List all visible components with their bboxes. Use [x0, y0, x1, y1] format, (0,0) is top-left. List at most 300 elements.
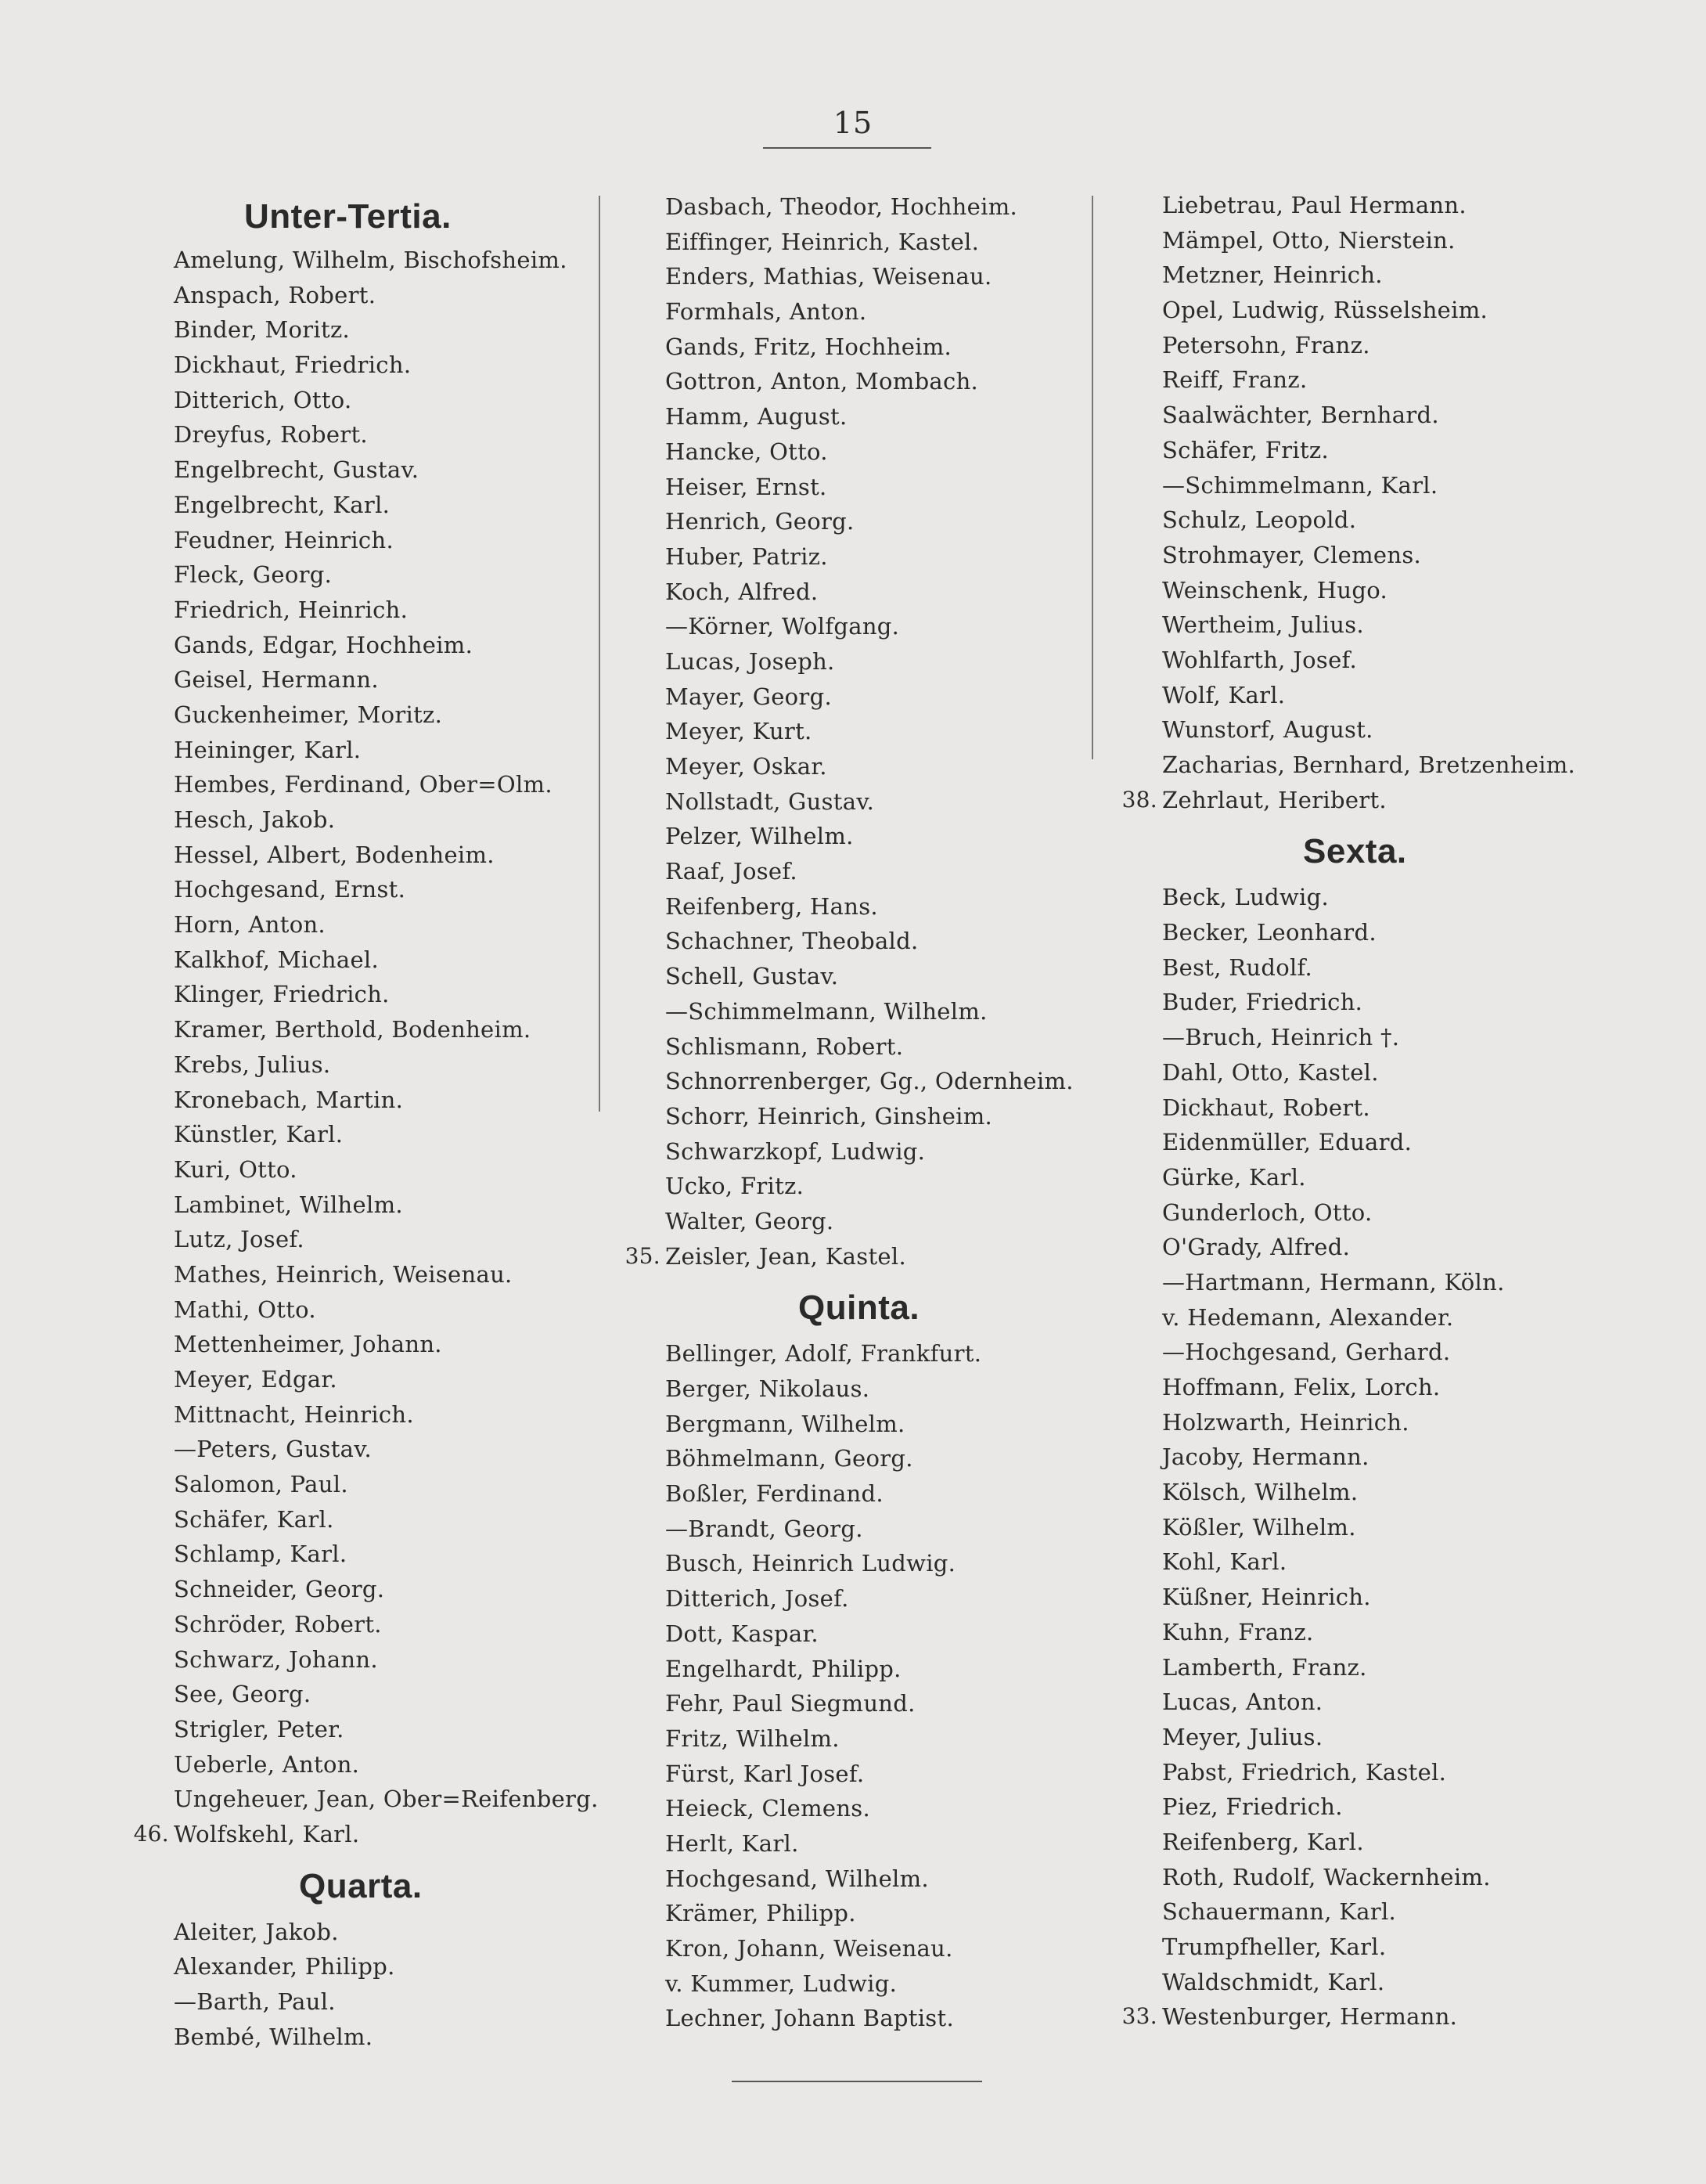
column-2	[624, 189, 1088, 2036]
student-name: Meyer, Edgar.	[174, 1366, 337, 1393]
student-name: Fürst, Karl Josef.	[665, 1760, 865, 1787]
student-name: Klinger, Friedrich.	[174, 981, 390, 1008]
bottom-divider	[732, 2081, 982, 2082]
list-item	[174, 662, 596, 697]
student-name: Hesch, Jakob.	[174, 806, 336, 833]
student-name: Eiffinger, Heinrich, Kastel.	[665, 228, 980, 255]
student-name: Petersohn, Franz.	[1162, 331, 1370, 359]
list-item	[665, 1686, 1088, 1721]
list-item	[174, 417, 596, 452]
section-heading-quinta: Quinta.	[798, 1288, 920, 1328]
student-name: Lucas, Anton.	[1162, 1688, 1323, 1716]
list-item	[665, 1721, 1088, 1757]
list-item	[174, 628, 596, 663]
section-heading-unter-tertia: Unter-Tertia.	[244, 197, 452, 236]
student-name: Schachner, Theobald.	[665, 928, 919, 955]
list-item	[174, 1984, 596, 2020]
list-item	[1121, 783, 1600, 818]
list-item	[665, 1064, 1088, 1099]
list-item	[1162, 1090, 1600, 1126]
student-name: Metzner, Heinrich.	[1162, 261, 1383, 289]
student-name: Bellinger, Adolf, Frankfurt.	[665, 1340, 982, 1368]
list-item	[174, 523, 596, 558]
list-item	[665, 294, 1088, 330]
list-item	[665, 1546, 1088, 1581]
list-item	[665, 504, 1088, 539]
student-name: —Hochgesand, Gerhard.	[1162, 1339, 1451, 1366]
list-item	[665, 2001, 1088, 2036]
student-name: Schäfer, Fritz.	[1162, 436, 1329, 463]
student-name: Kronebach, Martin.	[174, 1086, 404, 1113]
list-item	[174, 1012, 596, 1047]
student-name: Roth, Rudolf, Wackernheim.	[1162, 1863, 1491, 1890]
section-heading-quarta: Quarta.	[299, 1866, 423, 1905]
student-name: Horn, Anton.	[174, 911, 326, 939]
column-3	[1121, 188, 1600, 2034]
name-list-unter-tertia	[133, 243, 599, 1852]
list-item	[174, 1607, 596, 1642]
student-name: Schulz, Leopold.	[1162, 506, 1357, 534]
list-item	[174, 1047, 596, 1083]
list-item	[665, 1581, 1088, 1616]
student-name: Engelbrecht, Karl.	[174, 491, 391, 518]
list-item	[174, 1432, 596, 1467]
name-list-quinta-continued	[1121, 188, 1600, 817]
student-name: Reiff, Franz.	[1162, 366, 1308, 394]
student-name: Henrich, Georg.	[665, 508, 855, 535]
student-name: Schlamp, Karl.	[174, 1541, 347, 1568]
student-name: Boßler, Ferdinand.	[665, 1480, 884, 1508]
student-name: Berger, Nikolaus.	[665, 1375, 870, 1402]
list-item	[174, 838, 596, 873]
student-name: Hancke, Otto.	[665, 438, 828, 465]
name-list-sexta	[1121, 880, 1600, 2034]
list-item	[1162, 1789, 1600, 1825]
student-name: Wertheim, Julius.	[1162, 611, 1364, 639]
list-item	[174, 383, 596, 418]
list-item	[174, 452, 596, 488]
student-name: Strigler, Peter.	[174, 1715, 344, 1743]
list-item	[174, 243, 596, 278]
list-item	[174, 1747, 596, 1782]
list-item	[1162, 1405, 1600, 1440]
list-item	[1162, 1894, 1600, 1930]
list-item	[1162, 643, 1600, 678]
list-item	[665, 1371, 1088, 1407]
student-name: Opel, Ludwig, Rüsselsheim.	[1162, 297, 1488, 324]
student-name: —Bruch, Heinrich †.	[1162, 1024, 1400, 1051]
list-item	[174, 593, 596, 628]
name-list-quarta-continued	[624, 189, 1088, 1274]
list-item	[174, 907, 596, 942]
student-name: Bergmann, Wilhelm.	[665, 1410, 905, 1437]
student-name: Schorr, Heinrich, Ginsheim.	[665, 1102, 993, 1130]
student-name: v. Kummer, Ludwig.	[665, 1970, 898, 1997]
student-name: Reifenberg, Karl.	[1162, 1828, 1364, 1855]
student-name: Mayer, Georg.	[665, 683, 832, 710]
student-name: Mettenheimer, Johann.	[174, 1331, 442, 1358]
student-name: Reifenberg, Hans.	[665, 892, 878, 920]
list-item	[133, 1817, 596, 1852]
student-name: Becker, Leonhard.	[1162, 919, 1377, 946]
list-item	[1162, 1230, 1600, 1265]
student-name: Dickhaut, Friedrich.	[174, 351, 412, 379]
student-name: Alexander, Philipp.	[174, 1953, 395, 1980]
student-name: Weinschenk, Hugo.	[1162, 576, 1388, 604]
list-item	[665, 1616, 1088, 1652]
student-name: Hamm, August.	[665, 403, 848, 431]
list-item	[665, 189, 1088, 225]
name-list-quinta	[665, 1336, 1088, 2036]
student-name: Fleck, Georg.	[174, 561, 333, 589]
student-name: Enders, Mathias, Weisenau.	[665, 263, 992, 290]
list-item	[174, 802, 596, 838]
student-name: See, Georg.	[174, 1681, 311, 1708]
student-name: Holzwarth, Heinrich.	[1162, 1408, 1409, 1436]
list-item	[174, 1397, 596, 1433]
student-name: Mämpel, Otto, Nierstein.	[1162, 226, 1456, 254]
student-name: Ueberle, Anton.	[174, 1750, 360, 1778]
list-item	[1162, 258, 1600, 293]
list-item	[665, 714, 1088, 749]
student-name: Kalkhof, Michael.	[174, 946, 380, 973]
list-item	[665, 470, 1088, 505]
student-name: Schwarz, Johann.	[174, 1645, 378, 1673]
student-name: Meyer, Oskar.	[665, 753, 827, 780]
list-item	[1162, 985, 1600, 1020]
list-item	[665, 539, 1088, 575]
student-name: Schauermann, Karl.	[1162, 1898, 1397, 1926]
list-item	[1162, 468, 1600, 503]
list-item	[174, 1502, 596, 1537]
list-item	[665, 924, 1088, 959]
list-item	[174, 1915, 596, 1950]
student-name: Schnorrenberger, Gg., Odernheim.	[665, 1068, 1074, 1095]
student-name: Guckenheimer, Moritz.	[174, 701, 443, 728]
student-name: Dreyfus, Robert.	[174, 421, 368, 449]
student-name: Piez, Friedrich.	[1162, 1793, 1343, 1821]
list-item	[1162, 538, 1600, 573]
student-name: Bembé, Wilhelm.	[174, 2023, 373, 2050]
list-item	[174, 1782, 599, 1817]
list-item	[624, 1239, 1088, 1274]
list-item	[1162, 1825, 1600, 1860]
list-item	[665, 1512, 1088, 1547]
student-name: Kohl, Karl.	[1162, 1548, 1287, 1576]
student-name: Ungeheuer, Jean, Ober=Reifenberg.	[174, 1786, 599, 1813]
list-item	[665, 1931, 1088, 1966]
list-item	[1162, 1265, 1600, 1300]
class-count: 38.	[1121, 786, 1157, 813]
student-name: Fehr, Paul Siegmund.	[665, 1690, 916, 1717]
list-item	[1162, 1544, 1600, 1580]
student-name: Busch, Heinrich Ludwig.	[665, 1550, 956, 1577]
list-item	[174, 348, 596, 383]
list-item	[1162, 1755, 1600, 1790]
student-name: Mittnacht, Heinrich.	[174, 1400, 414, 1428]
list-item	[1162, 433, 1600, 468]
student-name: Trumpfheller, Karl.	[1162, 1934, 1387, 1960]
name-list-quarta	[174, 1915, 596, 2055]
student-name: Ucko, Fritz.	[665, 1173, 804, 1200]
list-item	[1162, 1685, 1600, 1720]
student-name: Hoffmann, Felix, Lorch.	[1162, 1374, 1441, 1400]
student-name: —Schimmelmann, Wilhelm.	[665, 997, 988, 1025]
top-divider	[763, 147, 931, 149]
student-name: Ditterich, Josef.	[665, 1585, 849, 1613]
student-name: Strohmayer, Clemens.	[1162, 541, 1422, 568]
list-item	[1162, 880, 1600, 915]
student-name: v. Hedemann, Alexander.	[1162, 1303, 1454, 1331]
list-item	[174, 1362, 596, 1397]
student-name: Dasbach, Theodor, Hochheim.	[665, 193, 1018, 220]
list-item	[1162, 503, 1600, 538]
list-item	[1162, 1650, 1600, 1685]
list-item	[665, 749, 1088, 784]
list-item	[665, 609, 1088, 644]
student-name: Gands, Fritz, Hochheim.	[665, 333, 952, 360]
list-item	[1162, 328, 1600, 363]
student-name: Lechner, Johann Baptist.	[665, 2005, 954, 2032]
student-name: Koch, Alfred.	[665, 578, 819, 605]
list-item	[1162, 1580, 1600, 1615]
list-item	[665, 399, 1088, 434]
student-name: Kößler, Wilhelm.	[1162, 1513, 1356, 1541]
student-name: Zacharias, Bernhard, Bretzenheim.	[1162, 751, 1576, 778]
list-item	[174, 1642, 596, 1678]
student-name: Schwarzkopf, Ludwig.	[665, 1137, 926, 1165]
student-name: Kuhn, Franz.	[1162, 1618, 1314, 1645]
list-item	[1162, 1370, 1600, 1405]
list-item	[1162, 915, 1600, 950]
list-item	[1162, 1300, 1600, 1335]
student-name: Pelzer, Wilhelm.	[665, 823, 854, 850]
list-item	[174, 1222, 596, 1257]
student-name: Meyer, Kurt.	[665, 718, 812, 745]
list-item	[174, 1712, 596, 1747]
student-name: Jacoby, Hermann.	[1162, 1443, 1369, 1471]
student-name: Kramer, Berthold, Bodenheim.	[174, 1016, 531, 1043]
list-item	[665, 1099, 1088, 1134]
list-item	[174, 767, 596, 802]
list-item	[174, 488, 596, 523]
student-name: Lamberth, Franz.	[1162, 1653, 1367, 1681]
student-name: Mathi, Otto.	[174, 1296, 316, 1323]
student-name: Dott, Kaspar.	[665, 1620, 819, 1647]
student-name: —Körner, Wolfgang.	[665, 613, 900, 640]
student-name: Formhals, Anton.	[665, 298, 867, 326]
list-item	[174, 1152, 596, 1188]
list-item	[1162, 1160, 1600, 1195]
student-name: Best, Rudolf.	[1162, 953, 1313, 981]
list-item	[1162, 293, 1600, 328]
list-item	[174, 557, 596, 593]
student-name: Herlt, Karl.	[665, 1829, 799, 1857]
student-name: Kölsch, Wilhelm.	[1162, 1479, 1359, 1506]
list-item	[1162, 398, 1600, 433]
list-item	[1162, 362, 1600, 398]
student-name: Schlismann, Robert.	[665, 1033, 904, 1060]
student-name: Zehrlaut, Heribert.	[1162, 786, 1387, 813]
student-name: Eidenmüller, Eduard.	[1162, 1129, 1413, 1156]
list-item	[665, 1029, 1088, 1065]
student-name: Wolfskehl, Karl.	[174, 1820, 360, 1847]
student-name: Krebs, Julius.	[174, 1051, 331, 1078]
list-item	[665, 994, 1088, 1029]
student-name: Lucas, Joseph.	[665, 647, 835, 675]
column-divider-1	[599, 196, 600, 1112]
list-item	[665, 364, 1088, 399]
list-item	[174, 1327, 596, 1362]
column-1	[133, 191, 599, 2054]
student-name: Feudner, Heinrich.	[174, 526, 394, 553]
student-name: Heieck, Clemens.	[665, 1795, 871, 1822]
column-divider-2	[1092, 196, 1093, 759]
student-name: Böhmelmann, Georg.	[665, 1445, 913, 1472]
list-item	[1162, 1195, 1600, 1231]
student-name: Saalwächter, Bernhard.	[1162, 402, 1439, 429]
list-item	[1162, 1930, 1600, 1965]
list-item	[665, 679, 1088, 715]
list-item	[665, 330, 1088, 365]
list-item	[665, 819, 1088, 854]
student-name: Kron, Johann, Weisenau.	[665, 1935, 953, 1962]
list-item	[174, 312, 596, 348]
student-name: Gunderloch, Otto.	[1162, 1198, 1373, 1226]
student-name: Aleiter, Jakob.	[174, 1918, 339, 1945]
list-item	[1162, 1720, 1600, 1755]
student-name: Hessel, Albert, Bodenheim.	[174, 841, 495, 868]
student-name: Heininger, Karl.	[174, 736, 362, 763]
student-name: Amelung, Wilhelm, Bischofsheim.	[174, 247, 567, 273]
list-item	[174, 942, 596, 978]
list-item	[1162, 678, 1600, 713]
list-item	[174, 977, 596, 1012]
list-item	[1162, 188, 1600, 223]
student-name: Künstler, Karl.	[174, 1121, 344, 1148]
list-item	[174, 697, 596, 733]
list-item	[665, 434, 1088, 470]
list-item	[174, 733, 596, 768]
student-name: Buder, Friedrich.	[1162, 989, 1363, 1016]
class-count: 46.	[133, 1820, 169, 1847]
list-item	[1162, 1965, 1600, 2000]
list-item	[174, 2020, 596, 2055]
list-item	[665, 889, 1088, 924]
student-name: Hochgesand, Ernst.	[174, 876, 406, 903]
list-item	[1162, 1860, 1600, 1895]
list-item	[665, 259, 1088, 294]
list-item	[665, 1169, 1088, 1204]
list-item	[1162, 1020, 1600, 1055]
student-name: Huber, Patriz.	[665, 542, 828, 570]
list-item	[665, 1204, 1088, 1239]
section-heading-sexta: Sexta.	[1303, 832, 1407, 871]
list-item	[174, 1572, 596, 1607]
student-name: Wohlfarth, Josef.	[1162, 646, 1358, 673]
list-item	[665, 1896, 1088, 1931]
student-name: Dickhaut, Robert.	[1162, 1094, 1370, 1121]
student-name: Anspach, Robert.	[174, 281, 376, 308]
student-name: Schröder, Robert.	[174, 1610, 382, 1638]
student-name: Schäfer, Karl.	[174, 1505, 334, 1533]
student-name: Lambinet, Wilhelm.	[174, 1191, 403, 1218]
list-item	[1162, 1475, 1600, 1510]
list-item	[174, 1292, 596, 1328]
list-item	[1162, 950, 1600, 986]
list-item	[1162, 1615, 1600, 1650]
student-name: Waldschmidt, Karl.	[1162, 1968, 1385, 1995]
student-name: Nollstadt, Gustav.	[665, 787, 875, 815]
student-name: Binder, Moritz.	[174, 316, 351, 344]
list-item	[665, 225, 1088, 260]
student-name: —Peters, Gustav.	[174, 1436, 372, 1463]
list-item	[1162, 748, 1600, 783]
list-item	[1162, 573, 1600, 608]
student-name: Raaf, Josef.	[665, 858, 797, 885]
list-item	[665, 644, 1088, 679]
list-item	[174, 1083, 596, 1118]
list-item	[1162, 1335, 1600, 1370]
student-name: Kuri, Otto.	[174, 1155, 297, 1183]
student-name: —Schimmelmann, Karl.	[1162, 471, 1438, 499]
list-item	[1162, 1440, 1600, 1475]
student-name: Gands, Edgar, Hochheim.	[174, 631, 473, 658]
list-item	[665, 1441, 1088, 1476]
student-name: Lutz, Josef.	[174, 1226, 304, 1253]
list-item	[665, 1791, 1088, 1826]
list-item	[665, 1476, 1088, 1512]
list-item	[174, 1188, 596, 1223]
student-name: Meyer, Julius.	[1162, 1723, 1323, 1750]
class-count: 35.	[624, 1242, 660, 1269]
student-name: Schneider, Georg.	[174, 1576, 385, 1603]
list-item	[665, 959, 1088, 994]
class-count: 33.	[1121, 2003, 1157, 2030]
student-name: Wunstorf, August.	[1162, 716, 1373, 744]
list-item	[1162, 607, 1600, 643]
list-item	[1121, 1999, 1600, 2034]
list-item	[1162, 1510, 1600, 1545]
page-number: 15	[833, 106, 873, 140]
student-name: Fritz, Wilhelm.	[665, 1724, 840, 1752]
student-name: —Brandt, Georg.	[665, 1515, 863, 1542]
student-name: Beck, Ludwig.	[1162, 884, 1330, 911]
list-item	[174, 1257, 596, 1292]
student-name: Wolf, Karl.	[1162, 681, 1286, 708]
student-name: Mathes, Heinrich, Weisenau.	[174, 1260, 513, 1288]
student-name: Walter, Georg.	[665, 1207, 834, 1234]
student-name: Engelbrecht, Gustav.	[174, 456, 419, 484]
list-item	[665, 575, 1088, 610]
student-name: Liebetrau, Paul Hermann.	[1162, 192, 1467, 218]
list-item	[174, 1117, 596, 1152]
student-name: Ditterich, Otto.	[174, 386, 352, 413]
student-name: Gottron, Anton, Mombach.	[665, 368, 979, 395]
student-name: Westenburger, Hermann.	[1162, 2003, 1458, 2031]
list-item	[1162, 712, 1600, 748]
list-item	[1162, 223, 1600, 258]
list-item	[665, 1826, 1088, 1861]
student-name: Zeisler, Jean, Kastel.	[665, 1242, 906, 1270]
list-item	[665, 1336, 1088, 1371]
student-name: Schell, Gustav.	[665, 963, 839, 990]
student-name: O'Grady, Alfred.	[1162, 1234, 1351, 1261]
student-name: Heiser, Ernst.	[665, 473, 827, 500]
student-name: Hochgesand, Wilhelm.	[665, 1865, 929, 1892]
student-name: —Hartmann, Hermann, Köln.	[1162, 1268, 1505, 1296]
list-item	[665, 854, 1088, 889]
